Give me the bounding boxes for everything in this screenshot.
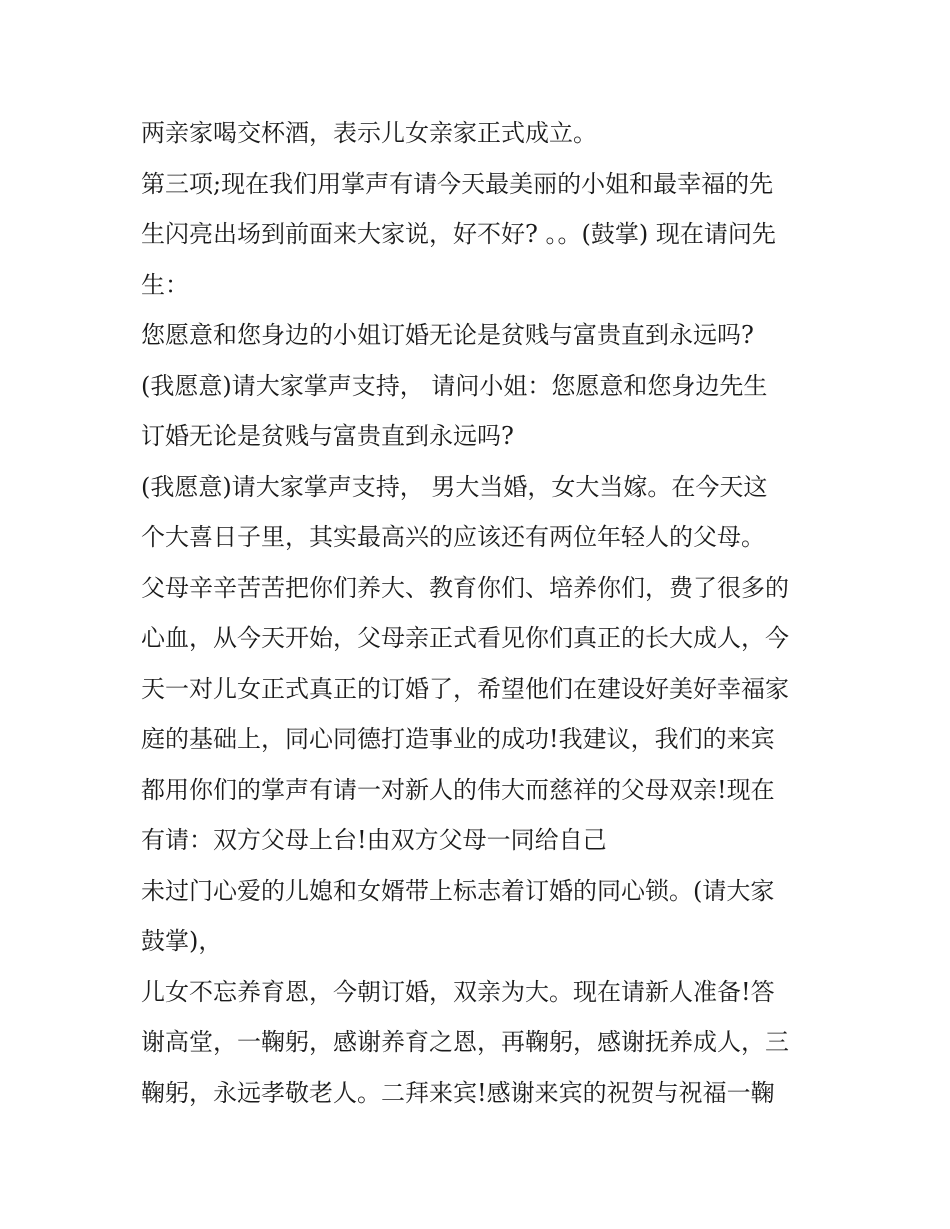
text-line: 生： <box>141 270 189 299</box>
text-line: 父母辛辛苦苦把你们养大、教育你们、培养你们，费了很多的 <box>141 573 789 602</box>
text-line: (我愿意)请大家掌声支持， 男大当婚，女大当嫁。在今天这 <box>141 472 768 501</box>
text-line: 个大喜日子里，其实最高兴的应该还有两位年轻人的父母。 <box>141 523 765 551</box>
text-line: 鞠躬，永远孝敬老人。二拜来宾!感谢来宾的祝贺与祝福一鞠 <box>141 1078 775 1107</box>
text-line: 鼓掌)， <box>141 927 223 955</box>
document-body <box>141 108 831 1118</box>
text-line: 第三项;现在我们用掌声有请今天最美丽的小姐和最幸福的先 <box>141 169 774 198</box>
text-line: 都用你们的掌声有请一对新人的伟大而慈祥的父母双亲!现在 <box>141 775 775 804</box>
text-line: 有请：双方父母上台!由双方父母一同给自己 <box>141 826 607 854</box>
text-line: 谢高堂，一鞠躬，感谢养育之恩，再鞠躬，感谢抚养成人，三 <box>141 1028 789 1056</box>
text-line: 两亲家喝交杯酒，表示儿女亲家正式成立。 <box>141 119 597 147</box>
text-line: 订婚无论是贫贱与富贵直到永远吗? <box>141 422 514 450</box>
text-line: 儿女不忘养育恩，今朝订婚，双亲为大。现在请新人准备!答 <box>141 977 775 1006</box>
text-line: 天一对儿女正式真正的订婚了，希望他们在建设好美好幸福家 <box>141 674 789 703</box>
text-line: 您愿意和您身边的小姐订婚无论是贫贱与富贵直到永远吗? <box>141 321 754 349</box>
text-line: 庭的基础上，同心同德打造事业的成功!我建议，我们的来宾 <box>141 725 775 753</box>
text-line: 生闪亮出场到前面来大家说，好不好? 。。(鼓掌) 现在请问先 <box>141 220 776 248</box>
text-line: 心血，从今天开始，父母亲正式看见你们真正的长大成人，今 <box>141 624 789 652</box>
text-line: (我愿意)请大家掌声支持， 请问小姐：您愿意和您身边先生 <box>141 371 768 400</box>
text-line: 未过门心爱的儿媳和女婿带上标志着订婚的同心锁。(请大家 <box>141 876 775 905</box>
